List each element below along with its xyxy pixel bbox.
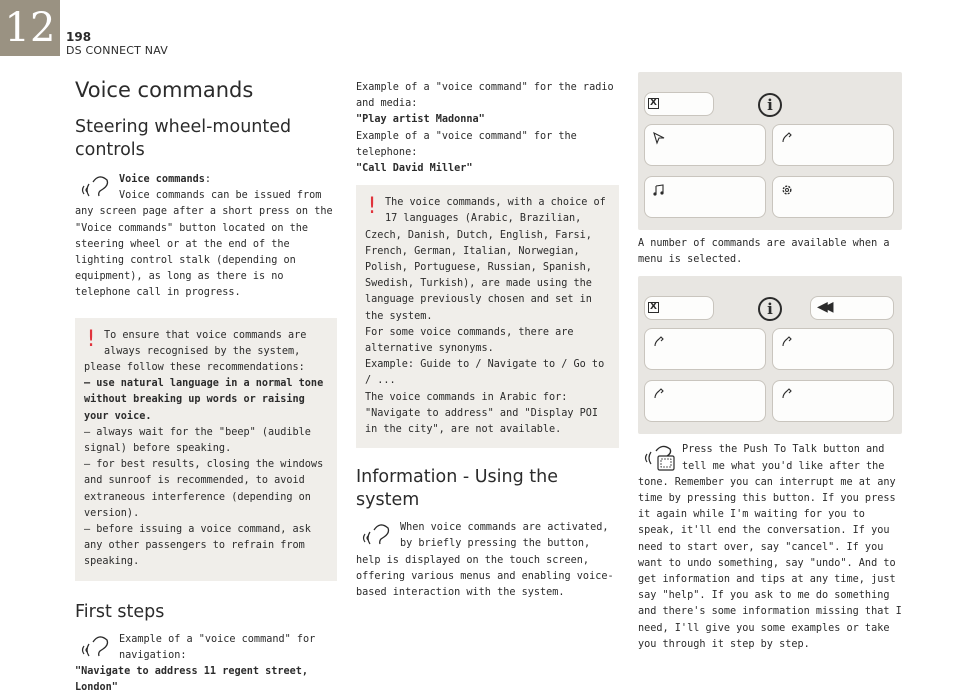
column-1 (75, 76, 337, 696)
phone-icon (780, 387, 794, 401)
info-icon[interactable]: i (758, 93, 782, 117)
close-icon: X (648, 302, 659, 313)
navigation-icon (652, 131, 666, 145)
push-to-talk-paragraph (638, 442, 902, 653)
screen-illustration-submenu (638, 276, 902, 434)
voice-commands-colon: : (204, 174, 212, 185)
back-button[interactable] (810, 296, 894, 320)
arabic-note: The voice commands in Arabic for: "Navigate to address" and "Display POI in the city", are not available. (365, 391, 599, 436)
phone-option-button[interactable] (772, 380, 894, 422)
page-title: Voice commands (75, 78, 254, 102)
synonyms-text: For some voice commands, there are alternative synonyms. (365, 326, 574, 355)
recommendation-item: – before issuing a voice command, ask any other passengers to refrain from speaking. (84, 524, 311, 568)
screen-illustration-main (638, 72, 902, 230)
header-title: DS CONNECT NAV (66, 44, 168, 57)
push-to-talk-text: Press the Push To Talk button and tell me what you'd like after the tone. Remember you can interrupt me at any time by pressing this button. If you press it again while I'm waiting for you to speak, it'll end the conversation. If you need to start over, say "cancel". If you want to undo something, say "undo". And to get information and tips at any time, just say "help". If you ask to me do something and there's some information missing that I need, I'll give you some examples or take you through it step by step. (638, 444, 902, 650)
info-icon[interactable]: i (758, 297, 782, 321)
synonyms-example: Example: Guide to / Navigate to / Go to / ... (365, 359, 605, 387)
speech-icon (81, 632, 113, 660)
first-steps-text: Example of a "voice command" for navigation: (119, 633, 316, 661)
phone-icon (780, 131, 794, 145)
speech-icon (362, 520, 394, 548)
close-button[interactable] (644, 92, 714, 116)
first-steps-paragraph (75, 632, 337, 696)
speech-icon (81, 172, 113, 200)
warning-icon: ! (367, 194, 377, 220)
chapter-tab: 12 (0, 0, 60, 56)
voice-commands-paragraph (75, 172, 337, 302)
phone-example: "Call David Miller" (356, 163, 473, 175)
screen-caption: A number of commands are available when a menu is selected. (638, 238, 890, 266)
section-heading-steering: Steering wheel-mounted controls (75, 117, 292, 160)
rewind-icon: ◀◀ (817, 299, 829, 316)
warning-icon: ! (86, 326, 96, 352)
page-number: 198 (66, 30, 92, 44)
media-menu-button[interactable] (644, 176, 766, 218)
close-icon: X (648, 98, 659, 109)
section-heading-information: Information - Using the system (356, 467, 559, 511)
languages-text: The voice commands, with a choice of 17 languages (Arabic, Brazilian, Czech, Danish, Dutch, English, Farsi, French, German, Italian, Norwegian, Polish, Portuguese, Russian, Spanish, Swedish, Turkish), are made using the language previously chosen and set in the system. (365, 197, 606, 322)
recommendations-intro: To ensure that voice commands are always recognised by the system, please follow these recommendations: (84, 329, 307, 374)
recommendations-box (75, 318, 337, 581)
recommendation-item: – for best results, closing the windows and sunroof is recommended, to avoid extraneous interference (depending on version). (84, 459, 324, 519)
information-text: When voice commands are activated, by briefly pressing the button, help is displayed on the touch screen, offering various menus and enabling voice-based interaction with the system. (356, 522, 614, 599)
phone-icon (652, 335, 666, 349)
languages-box (356, 185, 619, 448)
gear-icon (780, 183, 794, 197)
settings-menu-button[interactable] (772, 176, 894, 218)
column-2 (356, 80, 619, 601)
close-button[interactable] (644, 296, 714, 320)
telephone-menu-button[interactable] (772, 124, 894, 166)
music-icon (652, 183, 666, 197)
column-3 (638, 72, 902, 653)
recommendation-item: – use natural language in a normal tone without breaking up words or raising your voice. (84, 378, 324, 422)
radio-example: "Play artist Madonna" (356, 114, 485, 126)
phone-intro: Example of a "voice command" for the telephone: (356, 130, 577, 158)
voice-commands-label: Voice commands (119, 174, 205, 185)
recommendation-item: – always wait for the "beep" (audible signal) before speaking. (84, 426, 311, 455)
phone-icon (652, 387, 666, 401)
push-to-talk-icon (644, 442, 676, 472)
phone-option-button[interactable] (772, 328, 894, 370)
first-steps-example: "Navigate to address 11 regent street, London" (75, 666, 309, 694)
information-paragraph (356, 520, 619, 601)
section-heading-first-steps: First steps (75, 601, 165, 622)
phone-icon (780, 335, 794, 349)
phone-option-button[interactable] (644, 328, 766, 370)
radio-intro: Example of a "voice command" for the radio and media: (356, 82, 614, 110)
voice-commands-text: Voice commands can be issued from any screen page after a short press on the "Voice commands" button located on the steering wheel or at the end of the lighting control stalk (depending on equipment), as long as there is no telephone call in progress. (75, 190, 333, 299)
phone-option-button[interactable] (644, 380, 766, 422)
navigation-menu-button[interactable] (644, 124, 766, 166)
